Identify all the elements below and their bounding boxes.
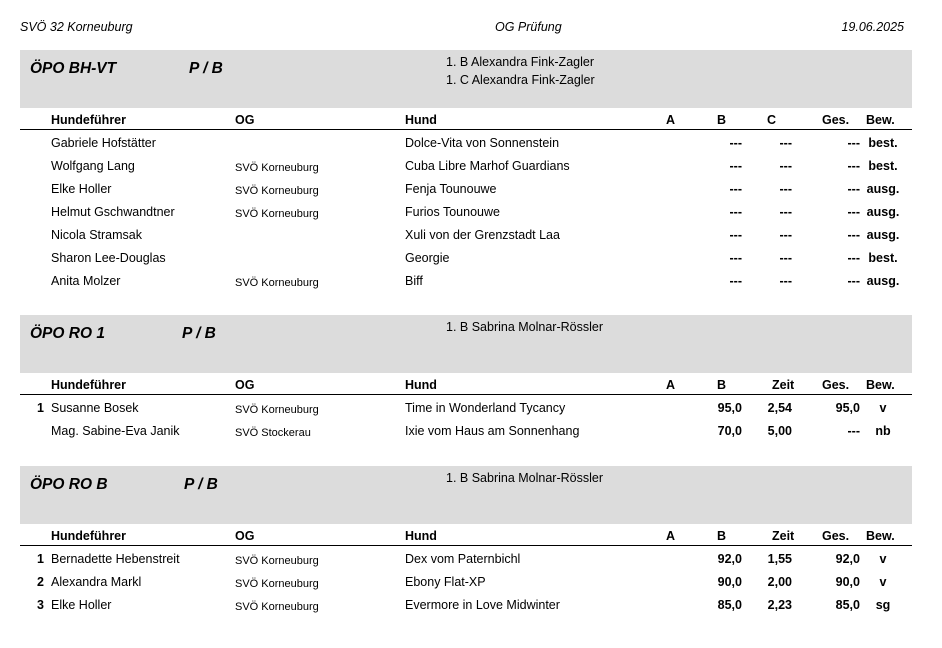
rank: 1	[37, 552, 44, 566]
score-c: ---	[779, 274, 792, 288]
score-b: 95,0	[717, 401, 742, 415]
score-b: 85,0	[717, 598, 742, 612]
og-name: SVÖ Korneuburg	[235, 578, 319, 590]
score-c: ---	[779, 182, 792, 196]
rating: best.	[868, 136, 898, 150]
col-total: Ges.	[822, 113, 850, 127]
dog-name: Furios Tounouwe	[405, 205, 500, 219]
rating: nb	[875, 424, 891, 438]
score-total: ---	[847, 182, 860, 196]
section-class: P / B	[184, 476, 218, 493]
col-a: A	[666, 113, 676, 127]
dog-name: Ixie vom Haus am Sonnenhang	[405, 424, 580, 438]
col-rating: Bew.	[866, 113, 895, 127]
col-handler: Hundeführer	[51, 529, 126, 543]
dog-name: Dolce-Vita von Sonnenstein	[405, 136, 560, 150]
handler-name: Wolfgang Lang	[51, 159, 135, 173]
col-og: OG	[235, 529, 255, 543]
col-rating: Bew.	[866, 529, 895, 543]
col-b: B	[717, 113, 727, 127]
score-b: ---	[729, 228, 742, 242]
dog-name: Fenja Tounouwe	[405, 182, 497, 196]
og-name: SVÖ Korneuburg	[235, 555, 319, 567]
score-b: 70,0	[717, 424, 742, 438]
col-dog: Hund	[405, 529, 437, 543]
judge-entry: 1. B Alexandra Fink-Zagler	[446, 55, 594, 69]
rating: best.	[868, 159, 898, 173]
score-c: 2,00	[767, 575, 792, 589]
col-dog: Hund	[405, 378, 437, 392]
score-b: ---	[729, 182, 742, 196]
col-rating: Bew.	[866, 378, 895, 392]
handler-name: Alexandra Markl	[51, 575, 142, 589]
col-total: Ges.	[822, 529, 850, 543]
col-og: OG	[235, 378, 255, 392]
og-name: SVÖ Korneuburg	[235, 404, 319, 416]
col-b: B	[717, 378, 727, 392]
score-c: ---	[779, 228, 792, 242]
table-row	[20, 179, 912, 202]
og-name: SVÖ Korneuburg	[235, 185, 319, 197]
handler-name: Susanne Bosek	[51, 401, 139, 415]
rating: v	[879, 401, 887, 415]
handler-name: Mag. Sabine-Eva Janik	[51, 424, 180, 438]
section-title: ÖPO RO B	[30, 476, 108, 493]
score-total: 85,0	[835, 598, 860, 612]
score-total: 95,0	[835, 401, 860, 415]
score-b: ---	[729, 159, 742, 173]
og-name: SVÖ Korneuburg	[235, 601, 319, 613]
col-handler: Hundeführer	[51, 378, 126, 392]
column-header-row	[20, 110, 912, 130]
judge-entry: 1. B Sabrina Molnar-Rössler	[446, 471, 604, 485]
score-b: 90,0	[717, 575, 742, 589]
score-total: ---	[847, 159, 860, 173]
section-band	[20, 466, 912, 524]
col-time: Zeit	[772, 378, 795, 392]
table-row	[20, 398, 912, 421]
table-row	[20, 572, 912, 595]
exam-date: 19.06.2025	[841, 20, 904, 34]
judges-list	[446, 53, 595, 89]
col-handler: Hundeführer	[51, 113, 126, 127]
og-name: SVÖ Stockerau	[235, 427, 311, 439]
table-row	[20, 133, 912, 156]
dog-name: Cuba Libre Marhof Guardians	[405, 159, 570, 173]
col-a: A	[666, 529, 676, 543]
score-c: ---	[779, 159, 792, 173]
dog-name: Ebony Flat-XP	[405, 575, 486, 589]
score-total: 90,0	[835, 575, 860, 589]
score-total: ---	[847, 274, 860, 288]
handler-name: Sharon Lee-Douglas	[51, 251, 166, 265]
og-name: SVÖ Korneuburg	[235, 277, 319, 289]
rank: 2	[37, 575, 44, 589]
rating: ausg.	[866, 274, 900, 288]
score-b: ---	[729, 136, 742, 150]
og-name: SVÖ Korneuburg	[235, 208, 319, 220]
judge-entry: 1. B Sabrina Molnar-Rössler	[446, 320, 604, 334]
col-c: C	[767, 113, 777, 127]
column-header-row	[20, 526, 912, 546]
score-c: 2,54	[767, 401, 792, 415]
document-header	[20, 20, 904, 36]
dog-name: Biff	[405, 274, 423, 288]
score-c: 2,23	[767, 598, 792, 612]
rating: ausg.	[866, 228, 900, 242]
rating: ausg.	[866, 205, 900, 219]
table-row	[20, 595, 912, 618]
col-b: B	[717, 529, 727, 543]
handler-name: Elke Holler	[51, 598, 112, 612]
rating: sg	[875, 598, 891, 612]
dog-name: Dex vom Paternbichl	[405, 552, 521, 566]
dog-name: Xuli von der Grenzstadt Laa	[405, 228, 560, 242]
exam-title: OG Prüfung	[495, 20, 562, 34]
score-total: ---	[847, 228, 860, 242]
table-row	[20, 549, 912, 572]
section-title: ÖPO BH-VT	[30, 60, 117, 77]
section-title: ÖPO RO 1	[30, 325, 105, 342]
score-b: ---	[729, 274, 742, 288]
score-total: ---	[847, 424, 860, 438]
handler-name: Anita Molzer	[51, 274, 121, 288]
score-b: ---	[729, 205, 742, 219]
score-c: ---	[779, 205, 792, 219]
rating: best.	[868, 251, 898, 265]
dog-name: Time in Wonderland Tycancy	[405, 401, 566, 415]
dog-name: Georgie	[405, 251, 450, 265]
column-header-row	[20, 375, 912, 395]
col-total: Ges.	[822, 378, 850, 392]
table-row	[20, 248, 912, 271]
dog-name: Evermore in Love Midwinter	[405, 598, 560, 612]
score-c: 1,55	[767, 552, 792, 566]
section-band	[20, 50, 912, 108]
club-name: SVÖ 32 Korneuburg	[20, 20, 133, 34]
og-name: SVÖ Korneuburg	[235, 162, 319, 174]
score-c: ---	[779, 136, 792, 150]
section-class: P / B	[182, 325, 216, 342]
score-total: ---	[847, 251, 860, 265]
rating: ausg.	[866, 182, 900, 196]
col-og: OG	[235, 113, 255, 127]
rating: v	[879, 575, 887, 589]
score-c: 5,00	[767, 424, 792, 438]
score-b: ---	[729, 251, 742, 265]
table-row	[20, 271, 912, 294]
rank: 1	[37, 401, 44, 415]
score-total: 92,0	[835, 552, 860, 566]
handler-name: Helmut Gschwandtner	[51, 205, 175, 219]
handler-name: Gabriele Hofstätter	[51, 136, 156, 150]
section-band	[20, 315, 912, 373]
rating: v	[879, 552, 887, 566]
judge-entry: 1. C Alexandra Fink-Zagler	[446, 73, 595, 87]
table-row	[20, 225, 912, 248]
handler-name: Elke Holler	[51, 182, 112, 196]
col-dog: Hund	[405, 113, 437, 127]
table-row	[20, 202, 912, 225]
handler-name: Bernadette Hebenstreit	[51, 552, 180, 566]
col-a: A	[666, 378, 676, 392]
score-total: ---	[847, 205, 860, 219]
col-time: Zeit	[772, 529, 795, 543]
handler-name: Nicola Stramsak	[51, 228, 142, 242]
judges-list	[446, 318, 603, 336]
rank: 3	[37, 598, 44, 612]
table-row	[20, 156, 912, 179]
judges-list	[446, 469, 603, 487]
score-b: 92,0	[717, 552, 742, 566]
score-c: ---	[779, 251, 792, 265]
score-total: ---	[847, 136, 860, 150]
table-row	[20, 421, 912, 444]
section-class: P / B	[189, 60, 223, 77]
